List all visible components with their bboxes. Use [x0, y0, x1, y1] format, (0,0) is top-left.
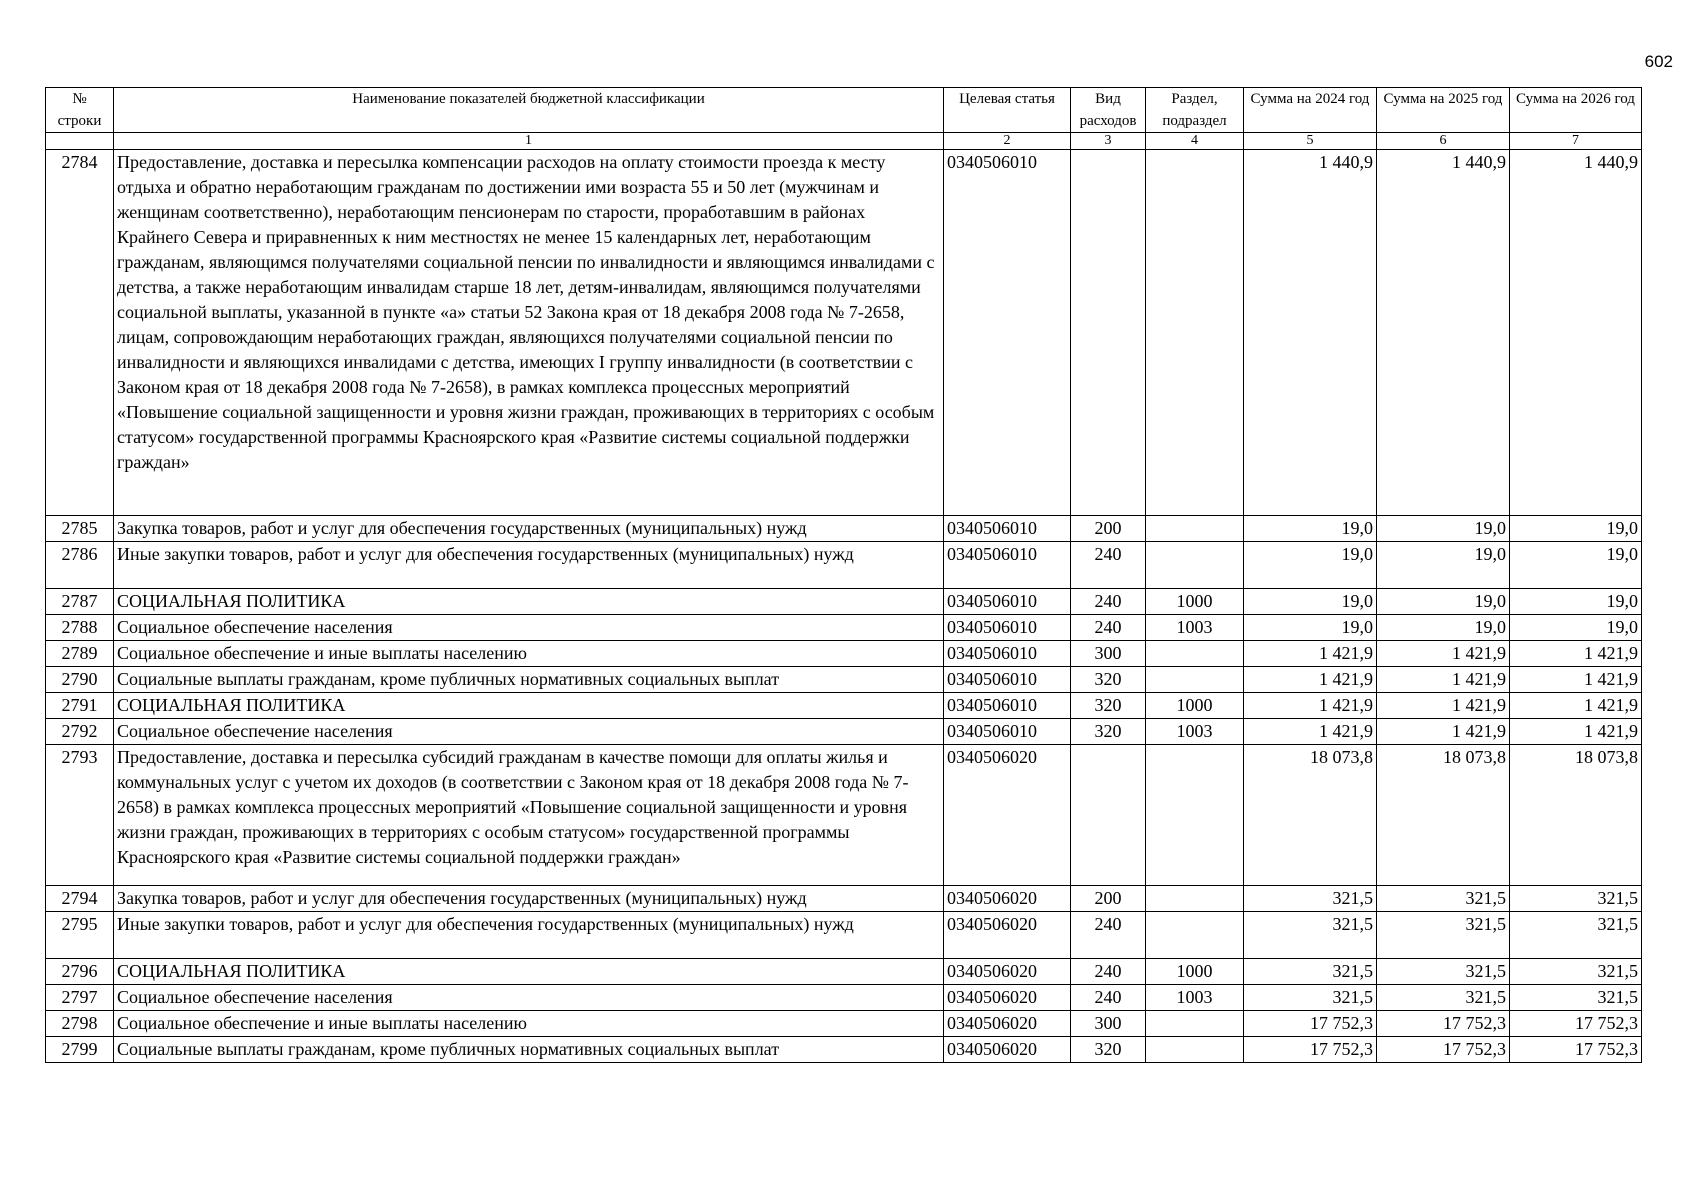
header-sum-2025: Сумма на 2025 год [1377, 88, 1510, 133]
column-number: 6 [1377, 133, 1510, 150]
row-target-article: 0340506010 [944, 719, 1071, 745]
row-section [1146, 516, 1244, 542]
row-sum-2024: 17 752,3 [1244, 1037, 1377, 1063]
header-sum-2024: Сумма на 2024 год [1244, 88, 1377, 133]
row-target-article: 0340506020 [944, 886, 1071, 912]
header-section: Раздел, подраздел [1146, 88, 1244, 133]
row-expense-kind: 240 [1071, 959, 1146, 985]
row-number: 2794 [46, 886, 114, 912]
row-sum-2026: 1 440,9 [1510, 150, 1642, 516]
table-row [46, 150, 1642, 516]
row-target-article: 0340506020 [944, 912, 1071, 959]
row-name: Закупка товаров, работ и услуг для обеспечения государственных (муниципальных) нужд [114, 886, 944, 912]
row-number: 2789 [46, 641, 114, 667]
row-section: 1003 [1146, 615, 1244, 641]
table-row [46, 985, 1642, 1011]
row-sum-2025: 321,5 [1377, 985, 1510, 1011]
row-section [1146, 667, 1244, 693]
row-name: Иные закупки товаров, работ и услуг для обеспечения государственных (муниципальных) нужд [114, 542, 944, 589]
row-section: 1003 [1146, 985, 1244, 1011]
row-target-article: 0340506020 [944, 959, 1071, 985]
row-target-article: 0340506010 [944, 516, 1071, 542]
row-sum-2026: 321,5 [1510, 886, 1642, 912]
table-row [46, 1037, 1642, 1063]
header-name: Наименование показателей бюджетной классификации [114, 88, 944, 133]
row-section [1146, 912, 1244, 959]
row-section: 1003 [1146, 719, 1244, 745]
row-number: 2784 [46, 150, 114, 516]
row-sum-2024: 19,0 [1244, 589, 1377, 615]
table-row [46, 615, 1642, 641]
row-name: Предоставление, доставка и пересылка компенсации расходов на оплату стоимости проезда к месту отдыха и обратно неработающим гражданам по достижении ими возраста 55 и 50 лет (мужчинам и женщинам соответственно), неработающим пенсионерам по старости, проработавшим в районах Крайнего Севера и приравненных к ним местностях не менее 15 календарных лет, неработающим гражданам, являющимся получателями социальной пенсии по инвалидности и являющимся инвалидами с детства, а также неработающим инвалидам старше 18 лет, детям-инвалидам, являющимся получателями социальной выплаты, указанной в пункте «а» статьи 52 Закона края от 18 декабря 2008 года № 7-2658, лицам, сопровождающим неработающих граждан, являющихся получателями социальной пенсии по инвалидности и являющихся инвалидами с детства, имеющих I группу инвалидности (в соответствии с Законом края от 18 декабря 2008 года № 7-2658), в рамках комплекса процессных мероприятий «Повышение социальной защищенности и уровня жизни граждан, проживающих в территориях с особым статусом» государственной программы Красноярского края «Развитие системы социальной поддержки граждан» [114, 150, 944, 516]
row-sum-2025: 18 073,8 [1377, 745, 1510, 886]
row-expense-kind: 240 [1071, 615, 1146, 641]
row-section [1146, 1011, 1244, 1037]
row-sum-2026: 19,0 [1510, 516, 1642, 542]
row-number: 2798 [46, 1011, 114, 1037]
row-expense-kind: 320 [1071, 693, 1146, 719]
row-sum-2026: 19,0 [1510, 615, 1642, 641]
budget-table [45, 87, 1642, 1063]
row-sum-2026: 321,5 [1510, 985, 1642, 1011]
row-section [1146, 745, 1244, 886]
row-sum-2025: 321,5 [1377, 886, 1510, 912]
table-row [46, 719, 1642, 745]
row-sum-2026: 321,5 [1510, 912, 1642, 959]
header-expense-kind: Вид расходов [1071, 88, 1146, 133]
row-section [1146, 542, 1244, 589]
table-row [46, 693, 1642, 719]
row-sum-2025: 17 752,3 [1377, 1037, 1510, 1063]
row-number: 2791 [46, 693, 114, 719]
row-sum-2024: 321,5 [1244, 912, 1377, 959]
row-number: 2796 [46, 959, 114, 985]
row-name: Социальное обеспечение населения [114, 615, 944, 641]
row-expense-kind [1071, 745, 1146, 886]
row-expense-kind: 200 [1071, 516, 1146, 542]
page-number: 602 [1644, 52, 1673, 71]
row-number: 2790 [46, 667, 114, 693]
column-number-row [46, 133, 1642, 150]
row-sum-2024: 19,0 [1244, 615, 1377, 641]
row-sum-2024: 1 421,9 [1244, 667, 1377, 693]
row-section: 1000 [1146, 693, 1244, 719]
row-name: Социальные выплаты гражданам, кроме публичных нормативных социальных выплат [114, 667, 944, 693]
column-number [46, 133, 114, 150]
row-sum-2026: 19,0 [1510, 542, 1642, 589]
row-sum-2025: 17 752,3 [1377, 1011, 1510, 1037]
row-section [1146, 886, 1244, 912]
column-number: 1 [114, 133, 944, 150]
row-sum-2026: 18 073,8 [1510, 745, 1642, 886]
row-sum-2024: 18 073,8 [1244, 745, 1377, 886]
row-target-article: 0340506010 [944, 641, 1071, 667]
column-number: 4 [1146, 133, 1244, 150]
row-name: Закупка товаров, работ и услуг для обеспечения государственных (муниципальных) нужд [114, 516, 944, 542]
row-name: СОЦИАЛЬНАЯ ПОЛИТИКА [114, 589, 944, 615]
table-row [46, 516, 1642, 542]
row-sum-2024: 19,0 [1244, 542, 1377, 589]
table-row [46, 886, 1642, 912]
row-sum-2024: 321,5 [1244, 985, 1377, 1011]
row-expense-kind: 320 [1071, 1037, 1146, 1063]
row-sum-2025: 19,0 [1377, 615, 1510, 641]
row-expense-kind [1071, 150, 1146, 516]
row-number: 2785 [46, 516, 114, 542]
row-sum-2026: 1 421,9 [1510, 641, 1642, 667]
row-number: 2795 [46, 912, 114, 959]
row-expense-kind: 320 [1071, 667, 1146, 693]
row-sum-2026: 1 421,9 [1510, 667, 1642, 693]
row-sum-2026: 19,0 [1510, 589, 1642, 615]
row-sum-2024: 321,5 [1244, 959, 1377, 985]
row-section [1146, 150, 1244, 516]
row-number: 2787 [46, 589, 114, 615]
row-target-article: 0340506020 [944, 1037, 1071, 1063]
row-sum-2026: 1 421,9 [1510, 693, 1642, 719]
row-sum-2025: 1 421,9 [1377, 641, 1510, 667]
row-sum-2025: 19,0 [1377, 516, 1510, 542]
row-sum-2024: 1 421,9 [1244, 693, 1377, 719]
row-target-article: 0340506010 [944, 542, 1071, 589]
table-row [46, 959, 1642, 985]
row-expense-kind: 240 [1071, 912, 1146, 959]
row-sum-2025: 19,0 [1377, 542, 1510, 589]
row-sum-2025: 321,5 [1377, 959, 1510, 985]
table-row [46, 542, 1642, 589]
row-name: Социальное обеспечение населения [114, 985, 944, 1011]
column-number: 2 [944, 133, 1071, 150]
row-expense-kind: 240 [1071, 542, 1146, 589]
column-number: 3 [1071, 133, 1146, 150]
row-expense-kind: 200 [1071, 886, 1146, 912]
row-expense-kind: 300 [1071, 641, 1146, 667]
row-sum-2024: 1 421,9 [1244, 641, 1377, 667]
header-target-article: Целевая статья [944, 88, 1071, 133]
row-name: Социальные выплаты гражданам, кроме публичных нормативных социальных выплат [114, 1037, 944, 1063]
row-sum-2024: 19,0 [1244, 516, 1377, 542]
header-sum-2026: Сумма на 2026 год [1510, 88, 1642, 133]
row-sum-2025: 1 440,9 [1377, 150, 1510, 516]
row-section [1146, 641, 1244, 667]
row-sum-2026: 17 752,3 [1510, 1037, 1642, 1063]
row-target-article: 0340506010 [944, 615, 1071, 641]
row-name: Социальное обеспечение и иные выплаты населению [114, 641, 944, 667]
row-number: 2788 [46, 615, 114, 641]
row-name: Социальное обеспечение и иные выплаты населению [114, 1011, 944, 1037]
table-row [46, 912, 1642, 959]
row-sum-2025: 1 421,9 [1377, 719, 1510, 745]
row-sum-2026: 1 421,9 [1510, 719, 1642, 745]
row-sum-2024: 321,5 [1244, 886, 1377, 912]
row-name: СОЦИАЛЬНАЯ ПОЛИТИКА [114, 959, 944, 985]
table-row [46, 589, 1642, 615]
row-expense-kind: 240 [1071, 985, 1146, 1011]
row-sum-2024: 17 752,3 [1244, 1011, 1377, 1037]
table-row [46, 1011, 1642, 1037]
row-number: 2799 [46, 1037, 114, 1063]
row-target-article: 0340506010 [944, 667, 1071, 693]
row-sum-2026: 17 752,3 [1510, 1011, 1642, 1037]
column-number: 5 [1244, 133, 1377, 150]
row-target-article: 0340506020 [944, 745, 1071, 886]
table-row [46, 667, 1642, 693]
row-number: 2792 [46, 719, 114, 745]
row-target-article: 0340506020 [944, 1011, 1071, 1037]
row-expense-kind: 300 [1071, 1011, 1146, 1037]
row-sum-2025: 321,5 [1377, 912, 1510, 959]
row-name: Социальное обеспечение населения [114, 719, 944, 745]
row-name: СОЦИАЛЬНАЯ ПОЛИТИКА [114, 693, 944, 719]
table-row [46, 641, 1642, 667]
row-sum-2025: 1 421,9 [1377, 667, 1510, 693]
row-section: 1000 [1146, 589, 1244, 615]
table-row [46, 745, 1642, 886]
row-expense-kind: 240 [1071, 589, 1146, 615]
row-number: 2786 [46, 542, 114, 589]
row-name: Иные закупки товаров, работ и услуг для обеспечения государственных (муниципальных) нужд [114, 912, 944, 959]
row-number: 2793 [46, 745, 114, 886]
row-target-article: 0340506010 [944, 589, 1071, 615]
row-sum-2025: 1 421,9 [1377, 693, 1510, 719]
header-row-number: № строки [46, 88, 114, 133]
row-number: 2797 [46, 985, 114, 1011]
row-target-article: 0340506020 [944, 985, 1071, 1011]
row-sum-2024: 1 421,9 [1244, 719, 1377, 745]
row-target-article: 0340506010 [944, 150, 1071, 516]
row-section [1146, 1037, 1244, 1063]
row-sum-2026: 321,5 [1510, 959, 1642, 985]
table-body [46, 150, 1642, 1063]
row-sum-2025: 19,0 [1377, 589, 1510, 615]
row-expense-kind: 320 [1071, 719, 1146, 745]
row-section: 1000 [1146, 959, 1244, 985]
row-sum-2024: 1 440,9 [1244, 150, 1377, 516]
row-target-article: 0340506010 [944, 693, 1071, 719]
column-number: 7 [1510, 133, 1642, 150]
row-name: Предоставление, доставка и пересылка субсидий гражданам в качестве помощи для оплаты жилья и коммунальных услуг с учетом их доходов (в соответствии с Законом края от 18 декабря 2008 года № 7-2658) в рамках комплекса процессных мероприятий «Повышение социальной защищенности и уровня жизни граждан, проживающих в территориях с особым статусом» государственной программы Красноярского края «Развитие системы социальной поддержки граждан» [114, 745, 944, 886]
